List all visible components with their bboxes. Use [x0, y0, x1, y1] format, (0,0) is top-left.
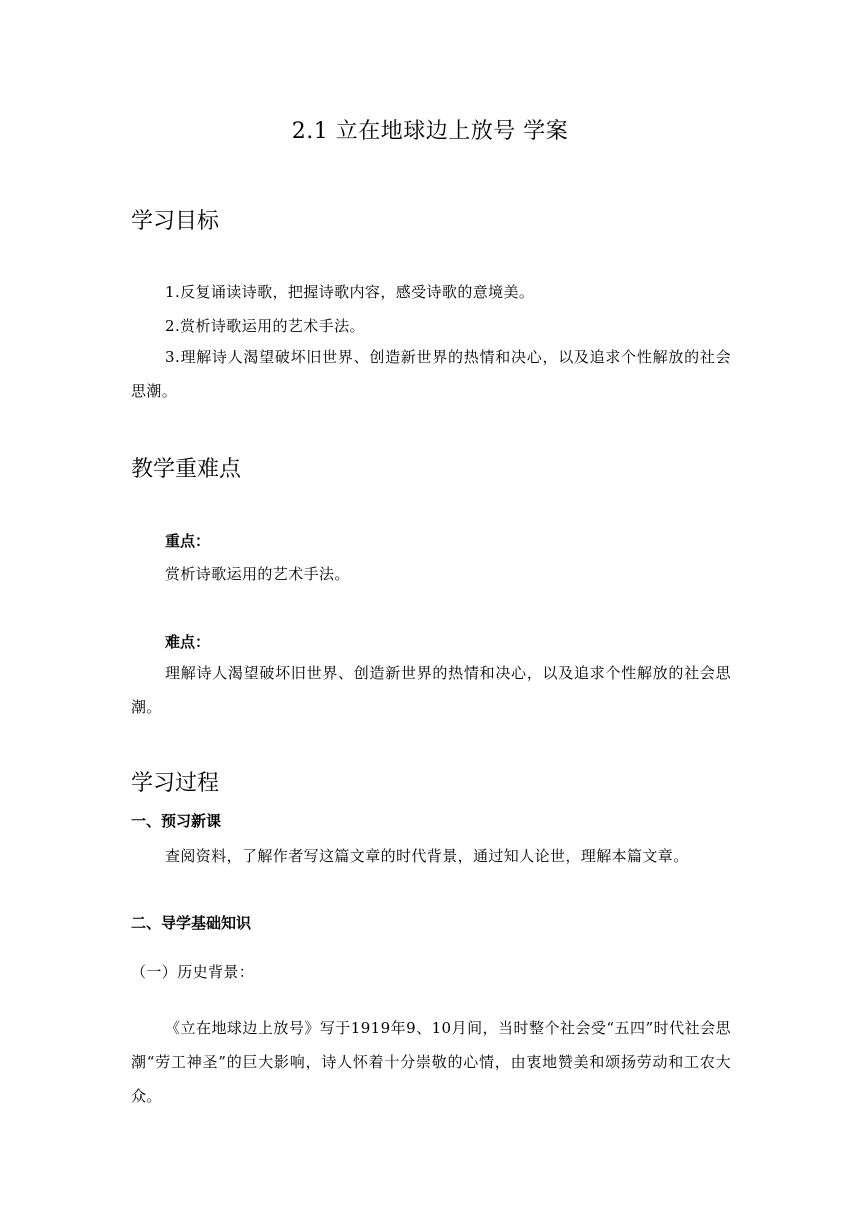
history-background-text: 《立在地球边上放号》写于1919年9、10月间，当时整个社会受“五四”时代社会思潮“劳工神圣”的巨大影响，诗人怀着十分崇敬的心情，由衷地赞美和颂扬劳动和工农大众。 — [131, 1019, 731, 1105]
document-title: 2.1 立在地球边上放号 学案 — [291, 119, 569, 144]
objective-item-1: 1.反复诵读诗歌，把握诗歌内容，感受诗歌的意境美。 — [165, 283, 535, 301]
focus-label: 重点： — [165, 532, 211, 550]
difficulty-label: 难点： — [165, 633, 211, 651]
section-preview-title: 一、预习新课 — [131, 812, 222, 830]
process-heading: 学习过程 — [131, 771, 220, 796]
section-basics-title: 二、导学基础知识 — [131, 914, 252, 932]
key-points-heading: 教学重难点 — [131, 457, 242, 482]
objectives-heading: 学习目标 — [131, 209, 220, 234]
objective-item-3: 3.理解诗人渴望破坏旧世界、创造新世界的热情和决心，以及追求个性解放的社会思潮。 — [131, 348, 731, 400]
objective-item-2: 2.赏析诗歌运用的艺术手法。 — [165, 317, 365, 335]
history-background-title: （一）历史背景： — [131, 963, 255, 981]
focus-text: 赏析诗歌运用的艺术手法。 — [165, 565, 350, 583]
difficulty-text: 理解诗人渴望破坏旧世界、创造新世界的热情和决心，以及追求个性解放的社会思潮。 — [131, 664, 731, 716]
section-preview-text: 查阅资料，了解作者写这篇文章的时代背景，通过知人论世，理解本篇文章。 — [165, 847, 689, 865]
